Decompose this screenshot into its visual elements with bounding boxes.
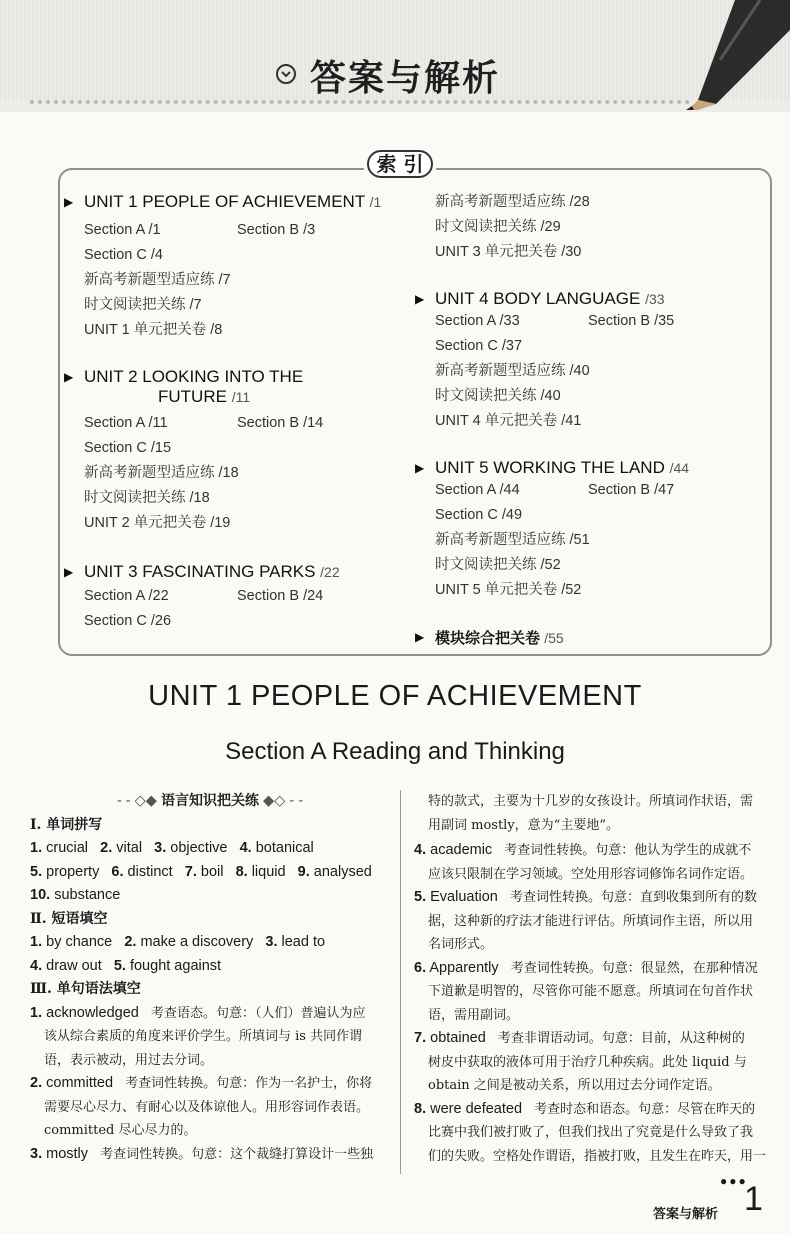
index-item[interactable]: 时文阅读把关练 /40 — [435, 388, 561, 404]
chevron-circle-icon — [276, 64, 296, 84]
answers-right-column — [414, 790, 774, 1168]
index-final-exam[interactable]: ▶ 模块综合把关卷 /55 — [415, 630, 564, 647]
index-item[interactable]: Section C /4 — [84, 247, 163, 263]
index-item[interactable]: 新高考新题型适应练 /28 — [435, 194, 590, 210]
page-number: 1 — [744, 1180, 763, 1218]
index-unit-4[interactable]: ▶ UNIT 4 BODY LANGUAGE /33 — [415, 289, 665, 308]
section-heading-3: Ⅲ. 单句语法填空 — [30, 981, 141, 997]
index-item[interactable]: 时文阅读把关练 /52 — [435, 557, 561, 573]
answer-item: 4. academic 考查词性转换。句意：他认为学生的成就不 — [414, 842, 752, 858]
explanation-line: obtain 之间是被动关系，所以用过去分词作定语。 — [428, 1078, 721, 1093]
column-divider — [400, 790, 401, 1174]
explanation-line: 树皮中获取的液体可用于治疗几种疾病。此处 liquid 与 — [428, 1054, 747, 1070]
index-unit-2[interactable]: ▶ UNIT 2 LOOKING INTO THE — [64, 367, 304, 386]
answer-item: 3. mostly 考查词性转换。句意：这个裁缝打算设计一些独 — [30, 1145, 374, 1162]
index-unit-2-cont[interactable]: FUTURE /11 — [158, 387, 251, 406]
index-item[interactable]: UNIT 5 单元把关卷 /52 — [435, 582, 582, 598]
index-item[interactable]: 新高考新题型适应练 /51 — [435, 532, 590, 548]
unit-heading: UNIT 1 PEOPLE OF ACHIEVEMENT — [148, 680, 642, 712]
answer-item: 5. Evaluation 考查词性转换。句意：直到收集到所有的数 — [414, 889, 757, 905]
practice-banner: - - ◇◆ 语言知识把关练 ◆◇ - - — [116, 793, 304, 809]
pencil-icon — [680, 0, 790, 110]
index-item[interactable]: Section C /49 — [435, 507, 523, 523]
index-title: 索 引 — [364, 148, 436, 180]
index-item[interactable]: Section A /1 Section B /3 — [84, 222, 316, 238]
index-item[interactable]: 新高考新题型适应练 /7 — [84, 272, 231, 288]
index-item[interactable]: Section C /37 — [435, 338, 523, 354]
index-item[interactable]: UNIT 1 单元把关卷 /8 — [84, 322, 223, 338]
answers-left-column — [30, 790, 390, 1166]
answer-item: 2. committed 考查词性转换。句意：作为一名护士，你将 — [30, 1075, 373, 1091]
index-item[interactable]: Section C /15 — [84, 440, 172, 456]
index-unit-3[interactable]: ▶ UNIT 3 FASCINATING PARKS /22 — [64, 562, 340, 581]
footer-label: 答案与解析 — [653, 1206, 719, 1221]
explanation-line: committed 尽心尽力的。 — [44, 1123, 197, 1138]
index-item[interactable]: UNIT 2 单元把关卷 /19 — [84, 515, 231, 531]
index-item[interactable]: Section A /44 Section B /47 — [435, 482, 675, 498]
index-item[interactable]: UNIT 4 单元把关卷 /41 — [435, 413, 582, 429]
page-header — [0, 0, 790, 112]
explanation-line: 特的款式，主要为十几岁的女孩设计。所填词作状语，需 — [428, 794, 754, 809]
answer-line: 1. by chance 2. make a discovery 3. lead to — [30, 934, 326, 950]
explanation-line: 语，需用副词。 — [428, 1007, 520, 1023]
index-item[interactable]: 新高考新题型适应练 /18 — [84, 465, 239, 481]
index-item[interactable]: 时文阅读把关练 /18 — [84, 490, 210, 506]
index-item[interactable]: Section A /33 Section B /35 — [435, 313, 675, 329]
index-item[interactable]: Section A /11 Section B /14 — [84, 415, 324, 431]
explanation-line: 名词形式。 — [428, 937, 494, 952]
answer-line: 1. crucial 2. vital 3. objective 4. botanical — [30, 840, 314, 856]
index-unit-5[interactable]: ▶ UNIT 5 WORKING THE LAND /44 — [415, 458, 690, 477]
explanation-line: 据，这种新的疗法才能进行评估。所填词作主语，所以用 — [428, 913, 754, 929]
answer-item: 1. acknowledged 考查语态。句意：（人们）普遍认为应 — [30, 1004, 366, 1021]
explanation-line: 们的失败。空格处作谓语，指被打败，且发生在昨天，用一 — [428, 1148, 767, 1164]
answer-item: 8. were defeated 考查时态和语态。句意：尽管在昨天的 — [414, 1100, 756, 1117]
answer-item: 6. Apparently 考查词性转换。句意：很显然，在那种情况 — [414, 959, 758, 976]
answer-line: 10. substance — [30, 887, 121, 903]
explanation-line: 用副词 mostly，意为“主要地”。 — [428, 817, 619, 833]
index-right-column — [415, 190, 690, 648]
answer-item: 7. obtained 考查非谓语动词。句意：目前，从这种树的 — [414, 1030, 745, 1046]
explanation-line: 该从综合素质的角度来评价学生。所填词与 is 共同作谓 — [44, 1029, 363, 1044]
index-item[interactable]: Section A /22 Section B /24 — [84, 588, 324, 604]
page-title: 答案与解析 — [310, 58, 501, 99]
index-item[interactable]: UNIT 3 单元把关卷 /30 — [435, 244, 582, 260]
explanation-line: 应该只限制在学习领域。空处用形容词修饰名词作定语。 — [428, 866, 754, 882]
index-left-column — [64, 192, 382, 634]
explanation-line: 比赛中我们被打败了，但我们找出了究竟是什么导致了我 — [428, 1125, 754, 1140]
section-heading-2: Ⅱ. 短语填空 — [30, 910, 108, 927]
explanation-line: 需要尽心尽力、有耐心以及体谅他人。用形容词作表语。 — [44, 1099, 370, 1115]
explanation-line: 下道歉是明智的，尽管你可能不愿意。所填词在句首作状 — [428, 984, 754, 999]
answer-line: 5. property 6. distinct 7. boil 8. liquid 9. analysed — [30, 863, 372, 880]
index-item[interactable]: 时文阅读把关练 /7 — [84, 297, 202, 313]
index-item[interactable]: Section C /26 — [84, 613, 172, 629]
explanation-line: 语，表示被动，用过去分词。 — [44, 1052, 214, 1068]
section-heading: Section A Reading and Thinking — [225, 738, 565, 765]
index-item[interactable]: 新高考新题型适应练 /40 — [435, 363, 590, 379]
section-heading-1: Ⅰ. 单词拼写 — [30, 816, 103, 833]
footer-dots: ●●● — [720, 1174, 748, 1188]
index-unit-1[interactable]: ▶ UNIT 1 PEOPLE OF ACHIEVEMENT /1 — [64, 192, 382, 211]
index-item[interactable]: 时文阅读把关练 /29 — [435, 219, 561, 235]
answer-line: 4. draw out 5. fought against — [30, 957, 222, 974]
